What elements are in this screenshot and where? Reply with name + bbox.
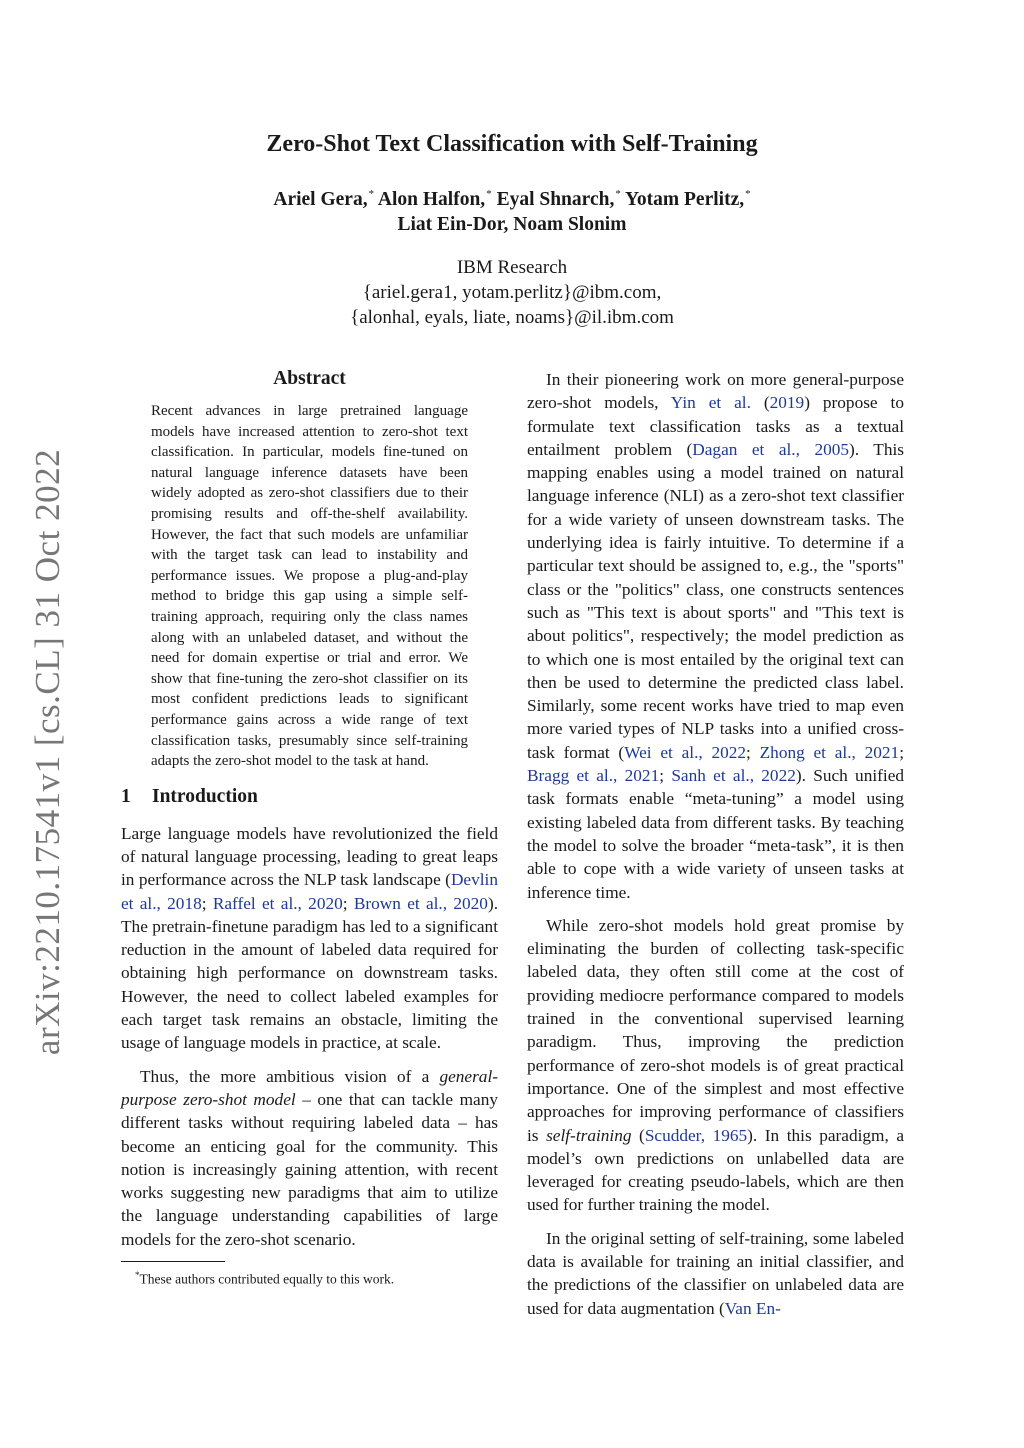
citation-link[interactable]: Sanh et al., 2022 xyxy=(671,766,796,786)
author-name: Yotam Perlitz, xyxy=(624,189,745,210)
section-title: Introduction xyxy=(152,785,258,807)
arxiv-identifier: arXiv:2210.17541v1 [cs.CL] 31 Oct 2022 xyxy=(28,448,67,1056)
author-line-1 xyxy=(0,182,1024,212)
intro-paragraph-1: Large language models have revolutionized the field of natural language processing, leading to great leaps in performance across the NLP task landscape (Devlin et al., 2018; Raffel et al., 2020; Brown et al., 2020). The pretrain-finetune paradigm has led to a significant reduction in the amount of labeled data required for obtaining high performance on downstream tasks. However, the need to collect labeled examples for each target task remains an obstacle, limiting the usage of language models in practice, at scale. xyxy=(121,823,499,1053)
right-paragraph-2: While zero-shot models hold great promise by eliminating the burden of collecting task-specific labeled data, they often still come at the cost of providing mediocre performance compared to models trained in the conventional supervised learning paradigm. Thus, improving the prediction performance of zero-shot models is of great practical importance. One of the simplest and most effective approaches for improving performance of classifiers is self-training (Scudder, 1965). In this paradigm, a model’s own predictions on unlabelled data are leveraged for creating pseudo-labels, which are then used for further training the model. xyxy=(527,915,904,1215)
citation-link[interactable]: Zhong et al., 2021 xyxy=(759,742,900,762)
equal-contribution-mark: * xyxy=(615,188,621,200)
footnote-text: These authors contributed equally to this work. xyxy=(139,1271,395,1287)
affiliation-block xyxy=(0,255,1024,330)
right-paragraph-3: In the original setting of self-training, some labeled data is available for training an initial classifier, and the predictions of the classifier on unlabeled data are used for data augmentation (Van En- xyxy=(527,1228,904,1318)
citation-link[interactable]: Brown et al., 2020 xyxy=(353,893,488,913)
author-name: Ariel Gera, xyxy=(273,189,368,210)
citation-link[interactable]: 2019 xyxy=(769,393,805,413)
equal-contribution-mark: * xyxy=(745,188,751,200)
affiliation-email-2: {alonhal, eyals, liate, noams}@il.ibm.com xyxy=(350,307,674,328)
citation-link[interactable]: Wei et al., 2022 xyxy=(624,742,747,762)
citation-link[interactable]: Raffel et al., 2020 xyxy=(212,893,343,913)
citation-link[interactable]: Bragg et al., 2021 xyxy=(527,766,660,786)
citation-link[interactable]: Devlin et al., 2018 xyxy=(121,870,498,913)
footnote-mark: * xyxy=(135,1270,140,1281)
right-paragraph-1: In their pioneering work on more general-purpose zero-shot models, Yin et al. (2019) propose to formulate text classification tasks as a textual entailment problem (Dagan et al., 2005). This mapping enables using a model trained on natural language inference (NLI) as a zero-shot text classifier for a wide variety of unseen downstream tasks. The underlying idea is fairly intuitive. To determine if a particular text should be assigned to, e.g., the "sports" class or the "politics" class, one constructs sentences such as "This text is about sports" and "This text is about politics", respectively; the model prediction as to which one is most entailed by the original text can then be used to determine the predicted class label. Similarly, some recent works have tried to map even more varied types of NLP tasks into a unified cross-task format (Wei et al., 2022; Zhong et al., 2021; Bragg et al., 2021; Sanh et al., 2022). Such unified task formats enable “meta-tuning” a model using existing labeled data from different tasks. By teaching the model to solve the broader “meta-task”, it is then able to cope with a wide variety of unseen tasks at inference time. xyxy=(527,370,905,902)
section-heading-introduction xyxy=(121,786,498,812)
intro-paragraph-2: Thus, the more ambitious vision of a general-purpose zero-shot model – one that can tackle many different tasks without requiring labeled data – has become an enticing goal for the community. This notion is increasingly gaining attention, with recent works suggesting new paradigms that aim to utilize the language understanding capabilities of large models for the zero-shot scenario. xyxy=(121,1066,498,1249)
arxiv-sidebar xyxy=(18,448,78,1056)
left-column xyxy=(121,368,498,1288)
author-name: Eyal Shnarch, xyxy=(496,189,615,210)
abstract-text: Recent advances in large pretrained language models have increased attention to zero-shot text classification. In particular, models fine-tuned on natural language inference datasets have been widely adopted as zero-shot classifiers due to their promising results and off-the-shelf availability. However, the fact that such models are unfamiliar with the target task can lead to instability and performance issues. We propose a plug-and-play method to bridge this gap using a simple self-training approach, requiring only the class names along with an unlabeled dataset, and without the need for domain expertise or trial and error. We show that fine-tuning the zero-shot classifier on its most confident predictions leads to significant performance gains across a wide range of text classification tasks, presumably since self-training adapts the zero-shot model to the task at hand. xyxy=(151,403,468,770)
affiliation-org: IBM Research xyxy=(456,257,568,278)
citation-link[interactable]: Van En- xyxy=(724,1298,781,1318)
right-column xyxy=(527,368,904,1320)
section-number: 1 xyxy=(121,785,131,807)
affiliation-email-1: {ariel.gera1, yotam.perlitz}@ibm.com, xyxy=(362,282,662,303)
abstract-heading: Abstract xyxy=(273,368,346,389)
author-line-2: Liat Ein-Dor, Noam Slonim xyxy=(397,214,627,235)
emphasis-text: self-training xyxy=(546,1125,632,1145)
citation-link[interactable]: Dagan et al., 2005 xyxy=(692,439,850,459)
author-list xyxy=(0,182,1024,237)
equal-contribution-mark: * xyxy=(368,188,375,200)
paper-title: Zero-Shot Text Classification with Self-Training xyxy=(266,131,758,157)
author-name: Alon Halfon, xyxy=(377,189,486,210)
citation-link[interactable]: Yin et al. xyxy=(670,393,751,413)
equal-contribution-mark: * xyxy=(486,188,492,200)
citation-link[interactable]: Scudder, 1965 xyxy=(644,1125,748,1145)
footnote xyxy=(121,1267,498,1288)
footnote-rule xyxy=(121,1261,225,1262)
emphasis-text: general-purpose zero-shot model xyxy=(121,1066,498,1109)
